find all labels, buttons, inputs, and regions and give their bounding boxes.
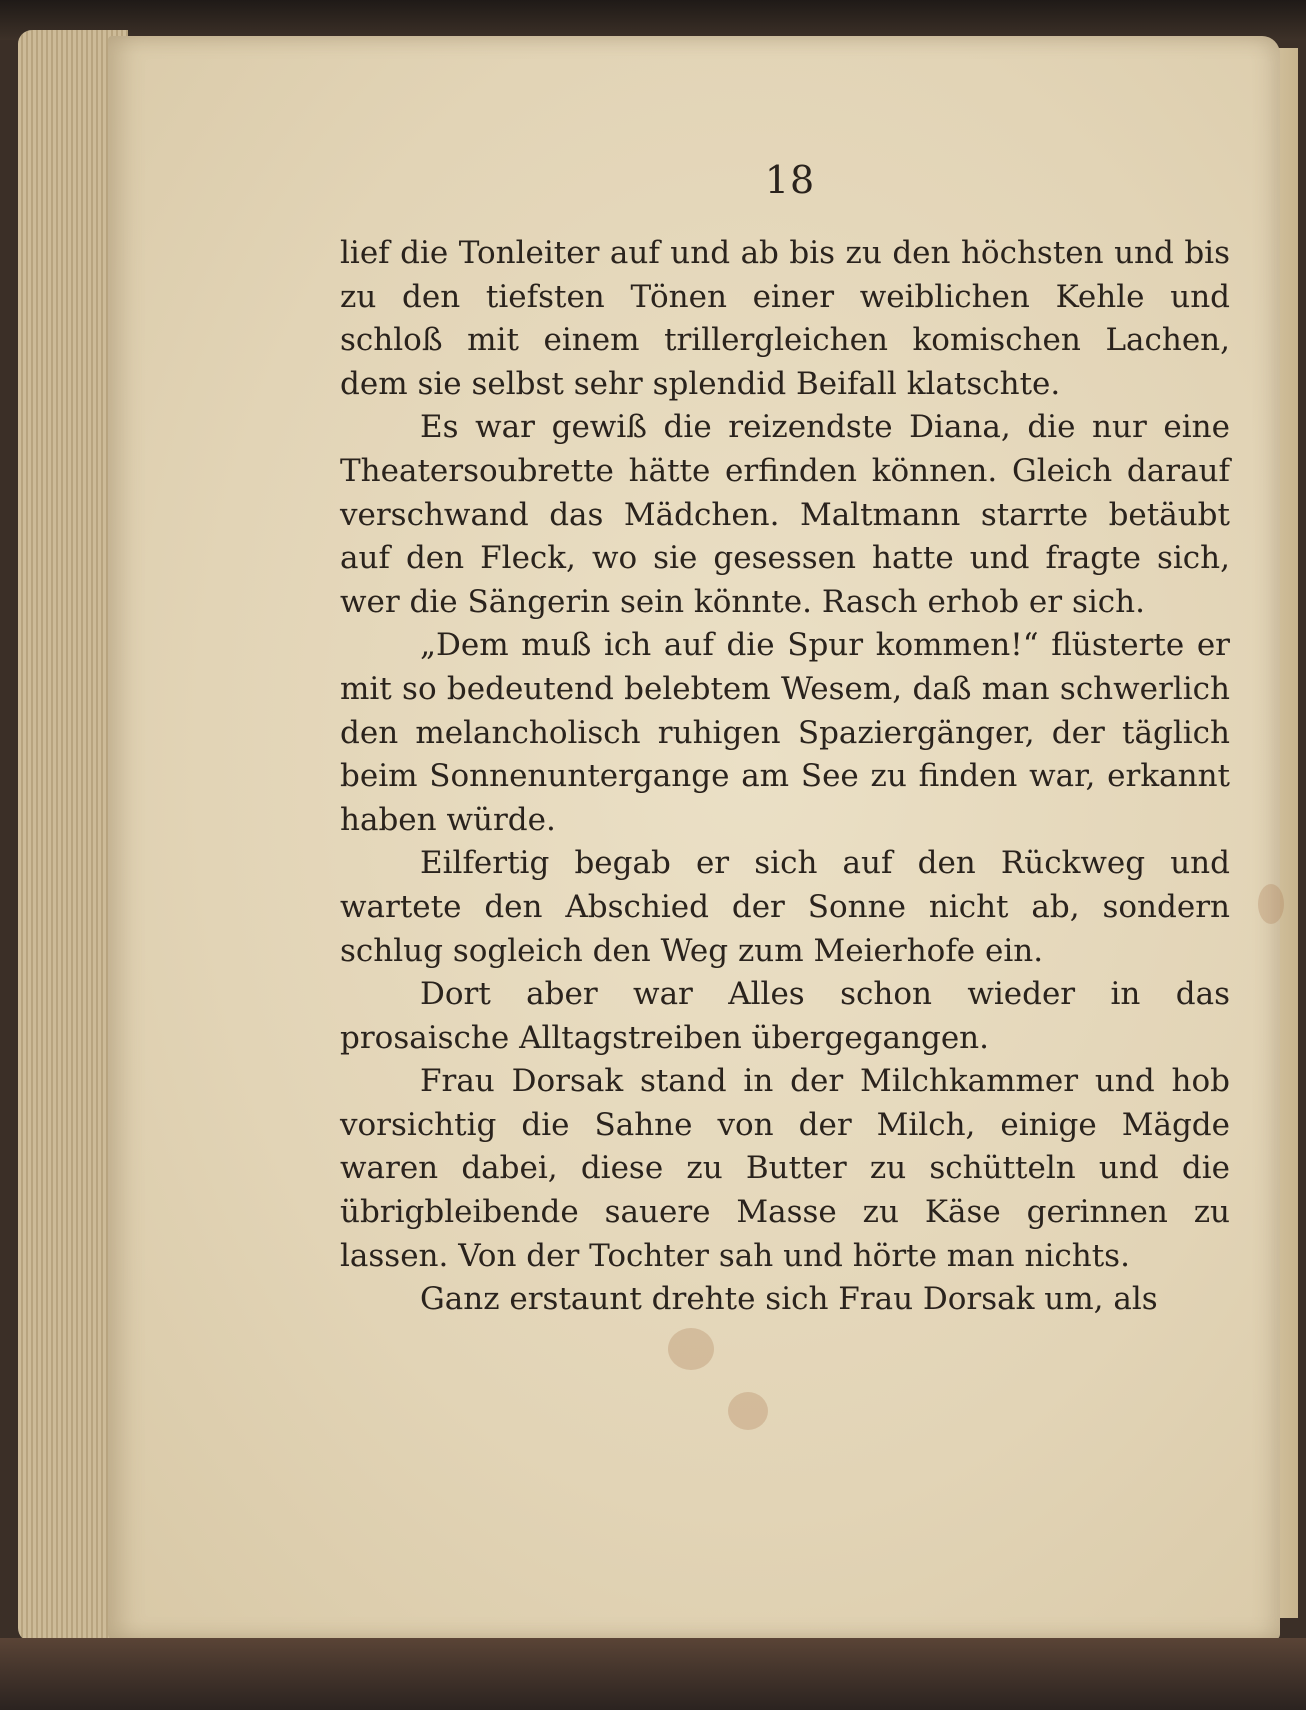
paragraph: Frau Dorsak stand in der Milchkammer und hob vorsichtig die Sahne von der Milch, einige Mägde waren dabei, diese zu Butter zu schütteln und die übrigbleibende sauere Masse zu Käse gerinnen zu lassen. Von der Tochter sah und hörte man nichts.	[340, 1063, 1230, 1274]
paper-stain	[1258, 884, 1284, 924]
paragraph: Dort aber war Alles schon wieder in das prosaische Alltagstreiben übergegangen.	[340, 976, 1230, 1056]
page-number: 18	[764, 158, 816, 202]
paragraph: lief die Tonleiter auf und ab bis zu den höchsten und bis zu den tiefsten Tönen einer weiblichen Kehle und schloß mit einem trillergleichen komischen Lachen, dem sie selbst sehr splendid Beifall klatschte.	[340, 235, 1230, 402]
paragraph: „Dem muß ich auf die Spur kommen!“ flüsterte er mit so bedeutend belebtem Wesem, daß man schwerlich den melancholisch ruhigen Spaziergänger, der täglich beim Sonnenuntergange am See zu finden war, erkannt haben würde.	[340, 627, 1230, 838]
book-cover-bottom-edge	[0, 1638, 1306, 1710]
paragraph: Ganz erstaunt drehte sich Frau Dorsak um, als	[420, 1281, 1158, 1318]
page-body-text	[340, 232, 1230, 1322]
paper-stain	[728, 1392, 768, 1430]
paragraph: Eilfertig begab er sich auf den Rückweg und wartete den Abschied der Sonne nicht ab, sondern schlug sogleich den Weg zum Meierhofe ein.	[340, 845, 1230, 969]
book-cover-top-edge	[0, 0, 1306, 40]
paragraph: Es war gewiß die reizendste Diana, die nur eine Theatersoubrette hätte erfinden können. Gleich darauf verschwand das Mädchen. Maltmann starrte betäubt auf den Fleck, wo sie gesessen hatte und fragte sich, wer die Sängerin sein könnte. Rasch erhob er sich.	[340, 409, 1230, 620]
paper-stain	[668, 1328, 714, 1370]
